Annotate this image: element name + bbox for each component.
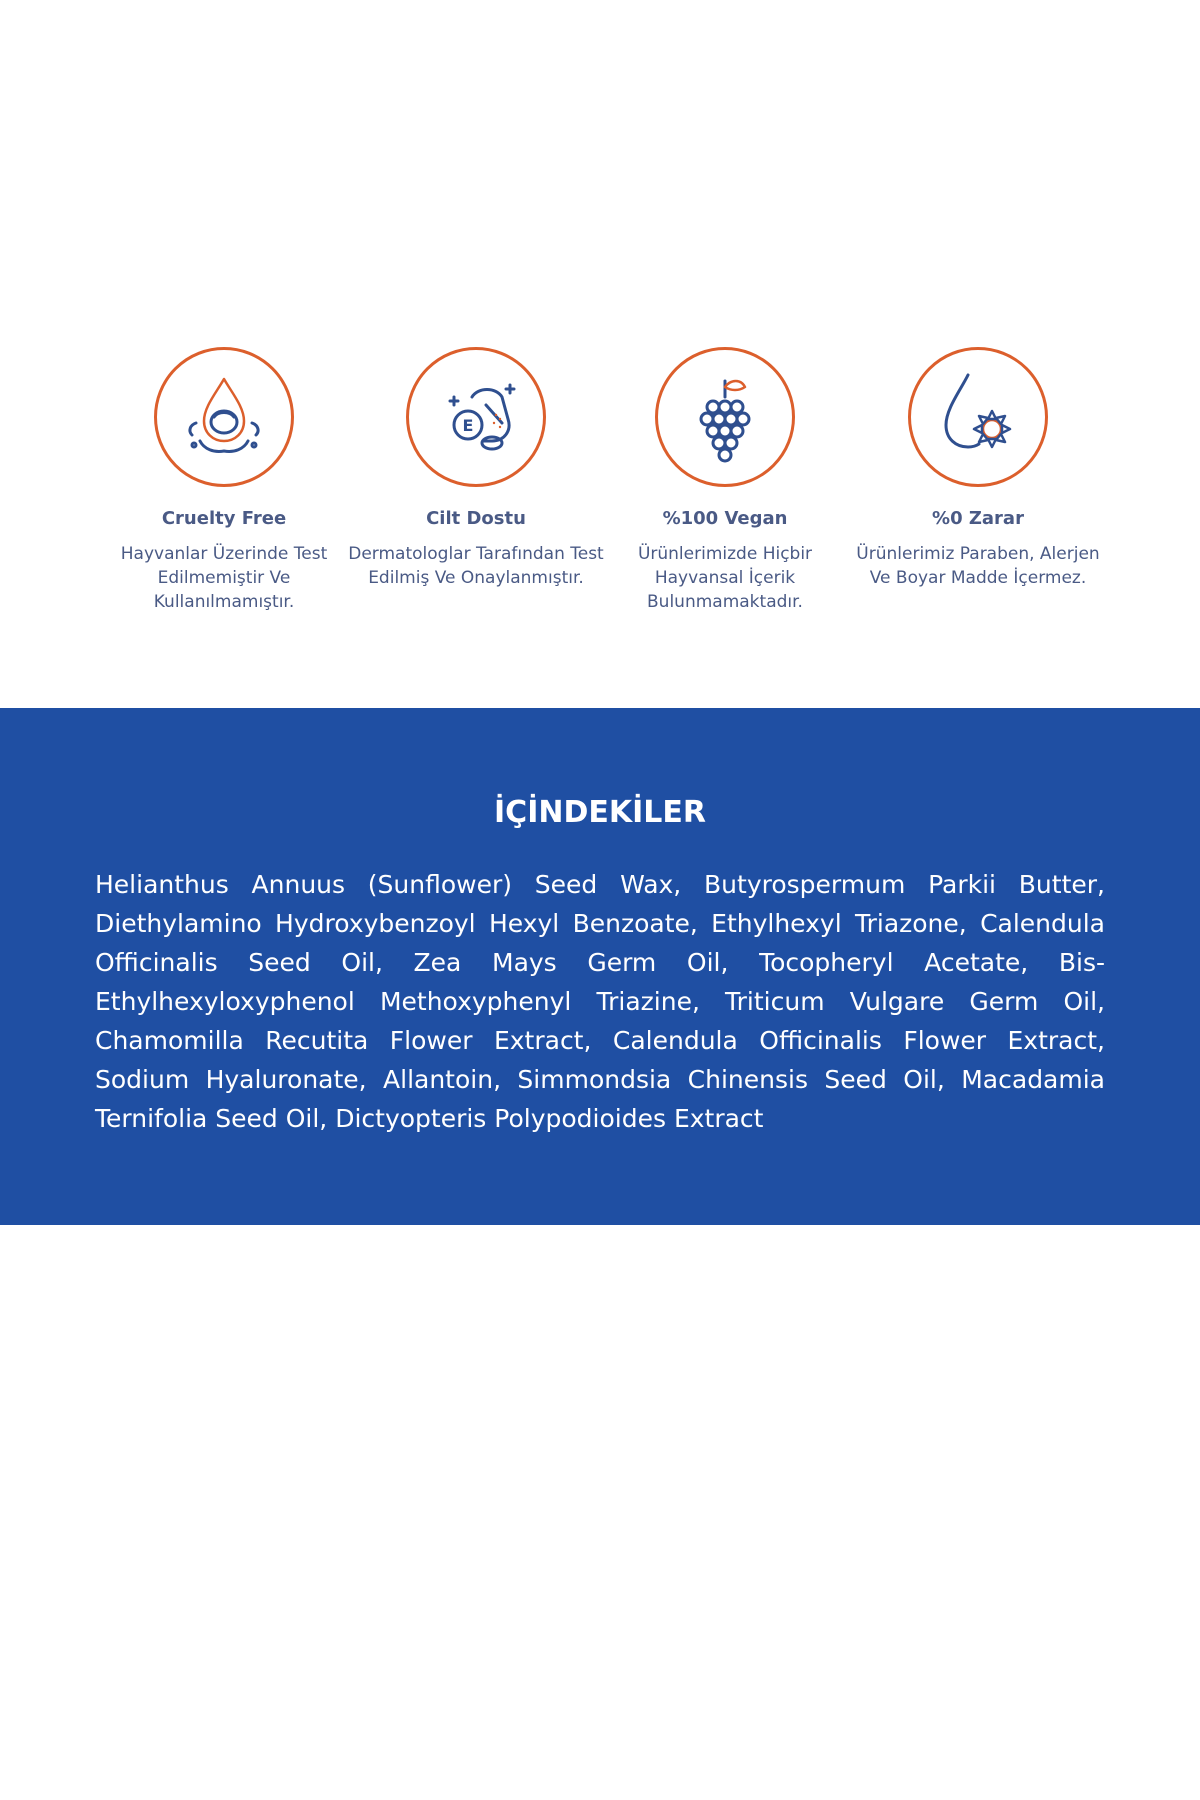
drop-hazelnut-icon xyxy=(174,367,274,467)
ingredients-text: Helianthus Annuus (Sunflower) Seed Wax, Butyrospermum Parkii Butter, Diethylamino Hydroxybenzoyl Hexyl Benzoate, Ethylhexyl Triazone, Calendula Officinalis Seed Oil, Zea Mays Germ Oil, Tocopheryl Acetate, Bis-Ethylhexyloxyphenol Methoxyphenyl Triazine, Triticum Vulgare Germ Oil, Chamomilla Recutita Flower Extract, Calendula Officinalis Flower Extract, Sodium Hyaluronate, Allantoin, Simmondsia Chinensis Seed Oil, Macadamia Ternifolia Seed Oil, Dictyopteris Polypodioides Extract xyxy=(95,870,1105,1133)
feature-description: Dermatologlar Tarafından Test Edilmiş Ve Onaylanmıştır. xyxy=(348,544,604,588)
feature-title: %0 Zarar xyxy=(932,508,1024,529)
drop-sunflower-icon xyxy=(928,367,1028,467)
feature-title: Cruelty Free xyxy=(161,508,287,529)
feature-description: Ürünlerimiz Paraben, Alerjen Ve Boyar Madde İçermez. xyxy=(856,544,1100,588)
ingredients-section xyxy=(0,708,1200,1225)
ingredients-title: İÇİNDEKİLER xyxy=(494,795,706,830)
feature-title: %100 Vegan xyxy=(662,508,788,529)
feature-badge xyxy=(908,347,1048,487)
feature-list xyxy=(0,347,1200,627)
feature-badge xyxy=(154,347,294,487)
feature-title: Cilt Dostu xyxy=(426,508,526,529)
feature-description: Hayvanlar Üzerinde Test Edilmemiştir Ve Kullanılmamıştır. xyxy=(120,544,328,612)
feature-description: Ürünlerimizde Hiçbir Hayvansal İçerik Bulunmamaktadır. xyxy=(637,544,813,612)
grapes-icon xyxy=(675,367,775,467)
feature-badge xyxy=(655,347,795,487)
feature-badge xyxy=(406,347,546,487)
svg-text:E: E xyxy=(462,416,474,435)
vitamin-e-capsule-icon xyxy=(426,367,526,467)
